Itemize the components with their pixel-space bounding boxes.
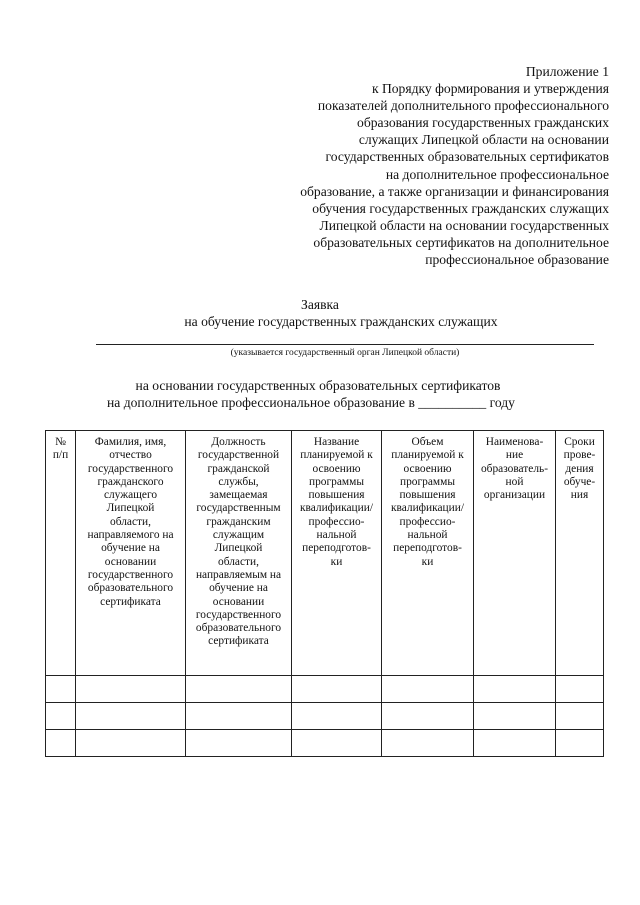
table-cell: [46, 676, 76, 703]
header-program-name: Название планируемой к освоению программы повышения квалификации/ профессио- нальной переподготов- ки: [292, 431, 382, 676]
basis-line-1: на основании государственных образовательных сертификатов: [135, 378, 501, 393]
header-full-name: Фамилия, имя, отчество государственного гражданского служащего Липецкой области, направляемого на обучение на основании государственного образовательного сертификата: [76, 431, 186, 676]
table-cell: [292, 703, 382, 730]
header-program-volume: Объем планируемой к освоению программы повышения квалификации/ профессио- нальной переподготов- ки: [382, 431, 474, 676]
table-cell: [292, 730, 382, 757]
table-cell: [76, 730, 186, 757]
header-position: Должность государственной гражданской службы, замещаемая государственным гражданским служащим Липецкой области, направляемым на обучение на основании государственного образовательного сертификата: [186, 431, 292, 676]
table-cell: [186, 730, 292, 757]
appendix-heading: [229, 63, 609, 268]
appendix-line: Приложение 1: [525, 64, 609, 79]
header-dates: Сроки прове- дения обуче- ния: [556, 431, 604, 676]
table-row: [46, 703, 604, 730]
table-cell: [556, 703, 604, 730]
org-caption: (указывается государственный орган Липецкой области): [230, 348, 460, 358]
basis-text: [0, 377, 640, 411]
table-cell: [46, 730, 76, 757]
table-cell: [556, 676, 604, 703]
table-cell: [382, 703, 474, 730]
application-table: [45, 430, 604, 757]
table-cell: [76, 703, 186, 730]
table-header-row: [46, 431, 604, 676]
appendix-line: на дополнительное профессиональное: [385, 166, 609, 182]
appendix-line: образовательных сертификатов на дополнительное: [313, 234, 609, 250]
appendix-line: образования государственных гражданских: [357, 115, 609, 131]
appendix-line: к Порядку формирования и утверждения: [371, 81, 609, 97]
org-blank-line: [96, 344, 594, 345]
table-cell: [556, 730, 604, 757]
table-cell: [186, 676, 292, 703]
header-number: № п/п: [46, 431, 76, 676]
table-cell: [292, 676, 382, 703]
appendix-line: служащих Липецкой области на основании: [358, 132, 609, 148]
table-cell: [186, 703, 292, 730]
appendix-line: показателей дополнительного профессионального: [317, 98, 609, 114]
table-cell: [382, 676, 474, 703]
title-line-1: Заявка: [301, 297, 339, 312]
table-row: [46, 676, 604, 703]
table-cell: [474, 703, 556, 730]
appendix-line: государственных образовательных сертификатов: [325, 149, 609, 165]
table-cell: [46, 703, 76, 730]
appendix-line: Липецкой области на основании государственных: [319, 217, 609, 233]
document-title: [0, 296, 640, 330]
appendix-line: образование, а также организации и финансирования: [300, 183, 609, 199]
table-cell: [76, 676, 186, 703]
appendix-line: профессиональное образование: [425, 252, 609, 268]
header-organization: Наименова- ние образователь- ной организации: [474, 431, 556, 676]
table-cell: [474, 676, 556, 703]
table-row: [46, 730, 604, 757]
table-cell: [382, 730, 474, 757]
title-line-2: на обучение государственных гражданских служащих: [184, 314, 498, 329]
appendix-line: обучения государственных гражданских служащих: [312, 200, 609, 216]
basis-line-2: на дополнительное профессиональное образование в __________ году: [107, 395, 515, 410]
table-cell: [474, 730, 556, 757]
